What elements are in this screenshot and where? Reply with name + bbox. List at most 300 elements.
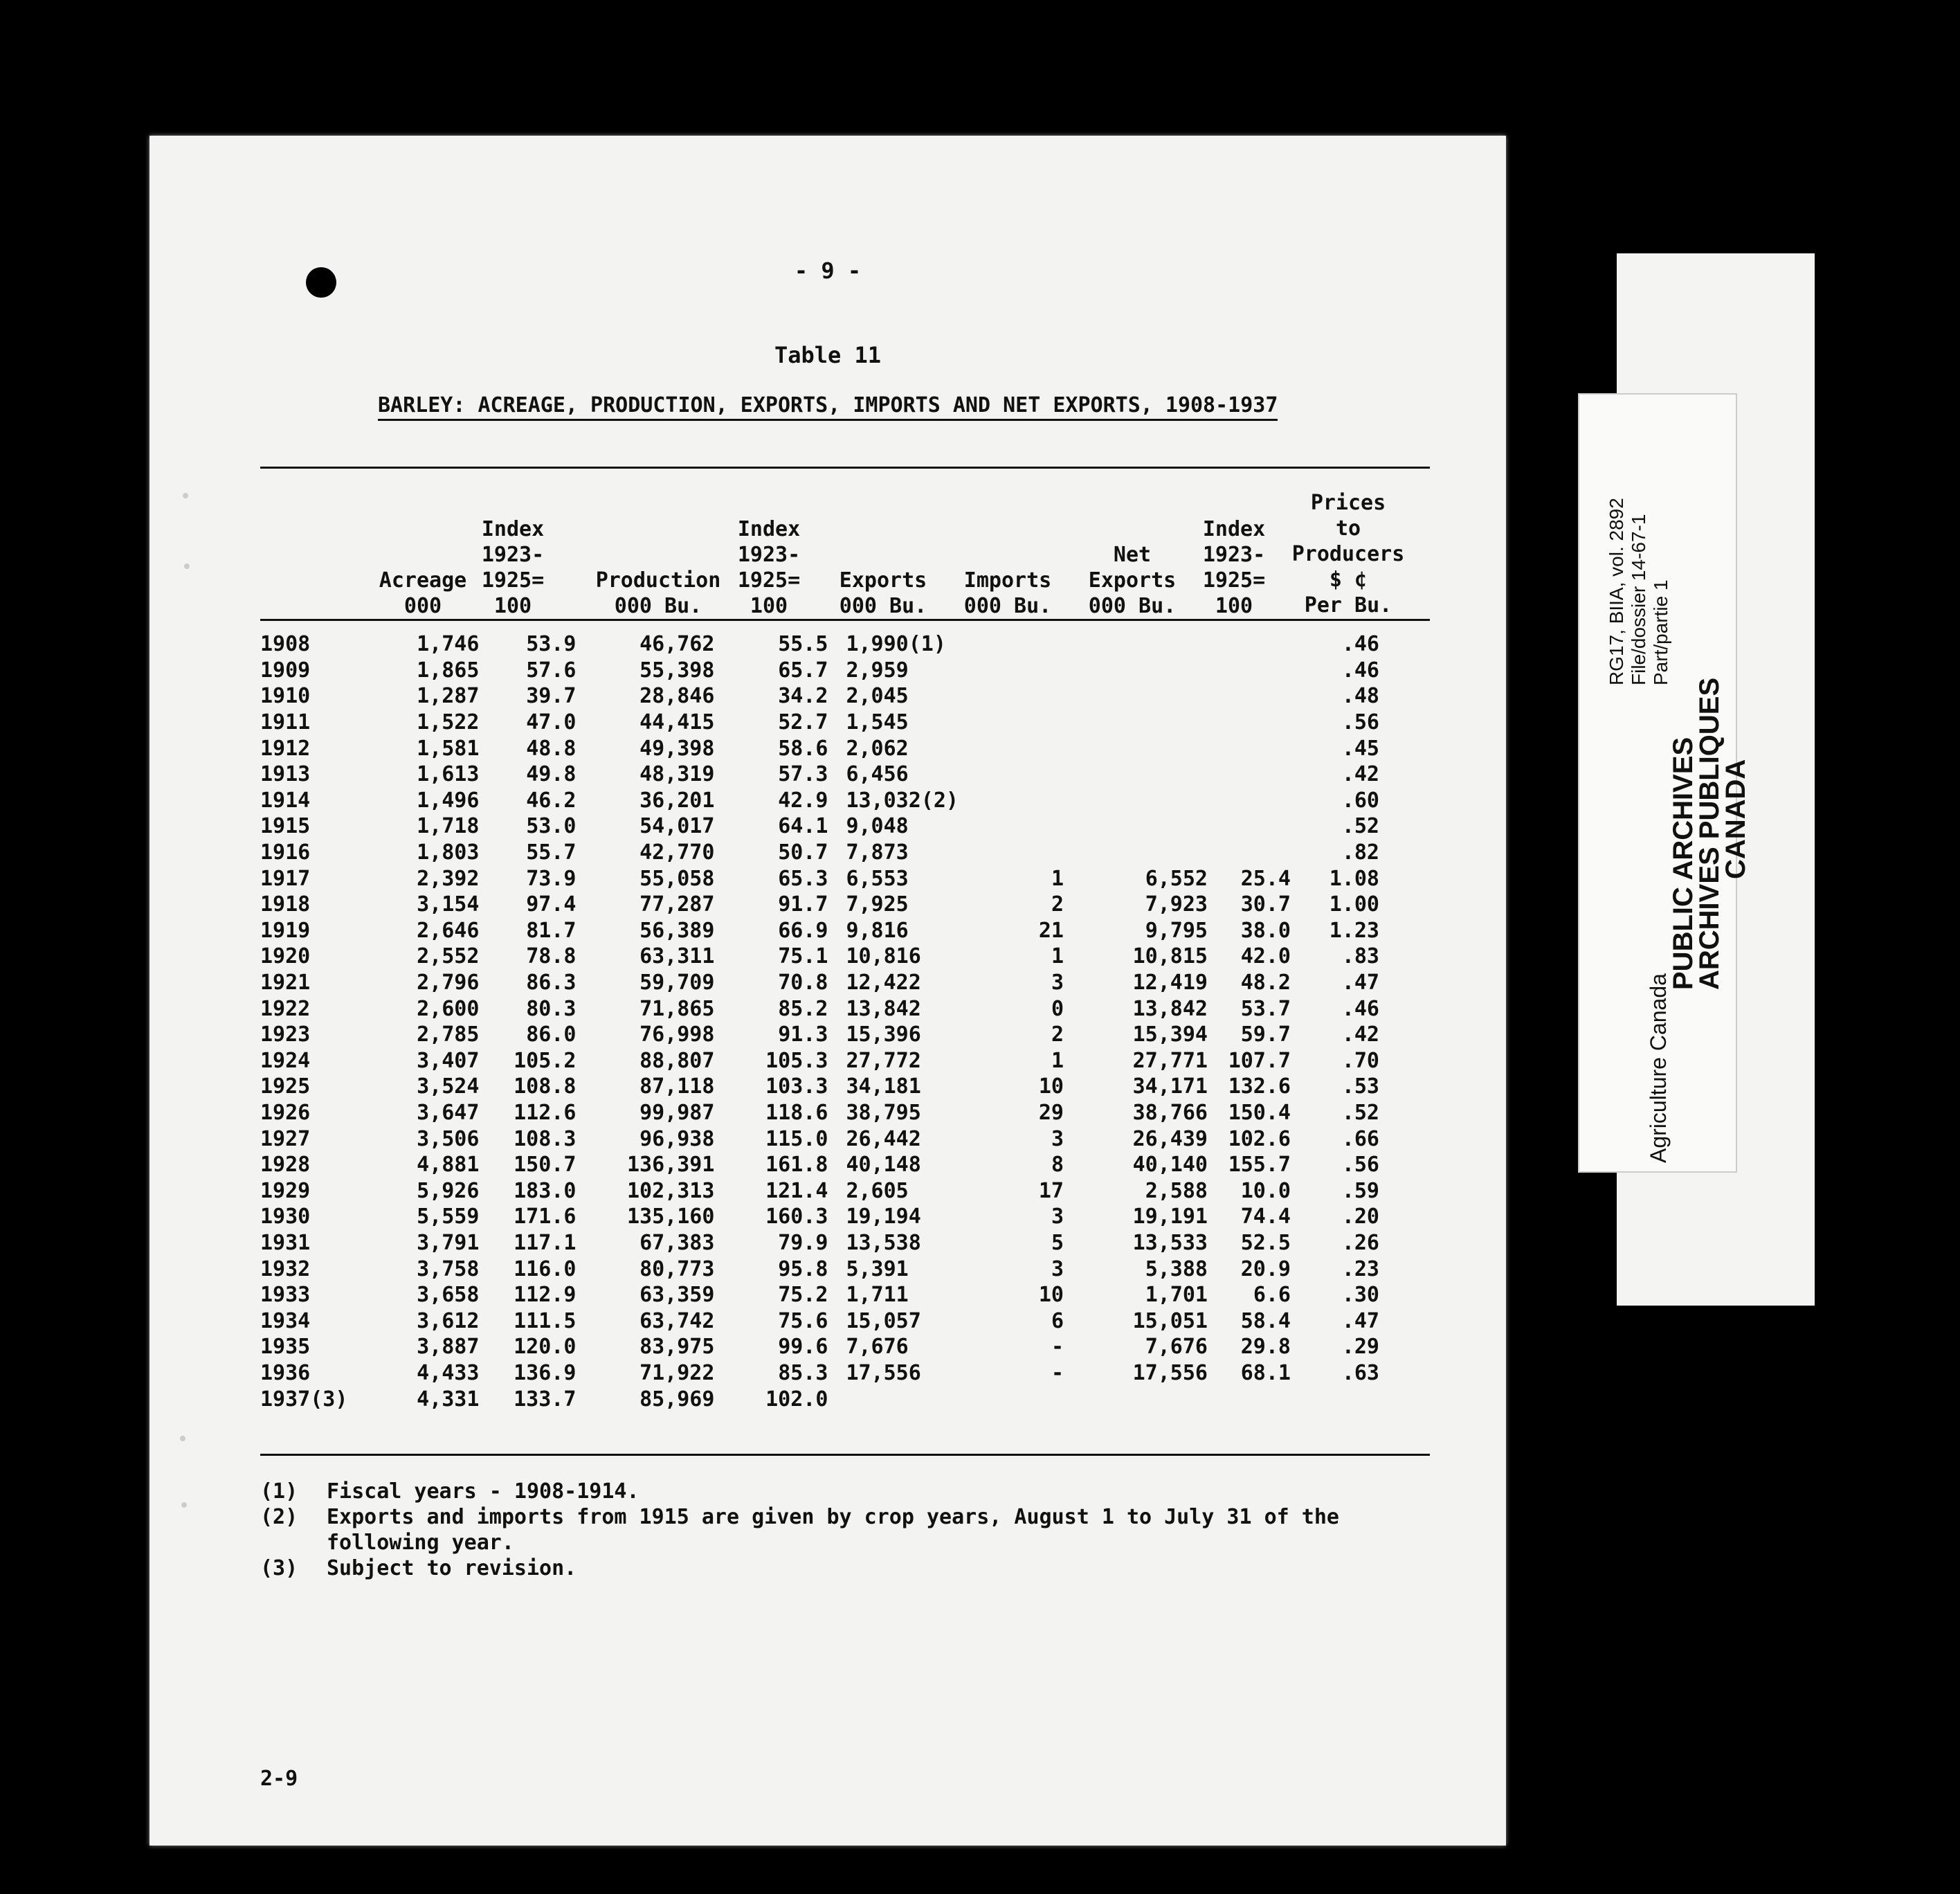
table-row	[260, 1230, 1379, 1256]
archive-reference-2: File/dossier 14-67-1	[1628, 514, 1649, 685]
table-cell: 79.9	[778, 1230, 828, 1255]
table-cell: 1923	[260, 1022, 311, 1047]
table-cell: .59	[1341, 1178, 1379, 1203]
scan-speck	[184, 563, 190, 569]
table-cell: 13,538	[846, 1230, 921, 1255]
table-cell: 2,796	[417, 971, 480, 995]
table-cell: 3	[1051, 971, 1064, 995]
table-cell: 136,391	[627, 1153, 715, 1178]
table-cell: 55.5	[778, 632, 828, 657]
table-cell: 1917	[260, 866, 311, 891]
table-cell: 1924	[260, 1048, 311, 1073]
table-cell: 47.0	[526, 710, 577, 735]
table-cell: 99,987	[639, 1100, 715, 1125]
table-cell: 120.0	[514, 1335, 577, 1360]
table-cell: 161.8	[765, 1153, 828, 1178]
table-cell: 183.0	[514, 1178, 577, 1203]
table-cell: 103.3	[765, 1074, 828, 1099]
table-row	[260, 1126, 1379, 1152]
table-cell: 6,552	[1145, 866, 1208, 891]
table-cell: 1927	[260, 1126, 311, 1151]
table-cell: .42	[1341, 762, 1379, 787]
table-cell: 7,923	[1145, 892, 1208, 917]
table-cell	[1208, 813, 1291, 840]
table-cell: 102,313	[627, 1178, 715, 1203]
table-cell: 59.7	[1240, 1022, 1291, 1047]
table-cell: 36,201	[639, 788, 715, 813]
table-cell: .82	[1341, 840, 1379, 865]
table-cell: 6,553	[846, 866, 909, 891]
table-cell: 13,842	[1132, 996, 1208, 1021]
table-cell	[959, 813, 1064, 840]
table-cell: 1911	[260, 710, 311, 735]
header-rule	[260, 619, 1430, 621]
table-cell: 2,062	[846, 736, 909, 761]
archive-label	[1578, 393, 1751, 1173]
table-cell	[1064, 683, 1208, 710]
table-cell: 83,975	[639, 1335, 715, 1360]
table-row	[260, 813, 1379, 840]
table-row	[260, 970, 1379, 996]
table-cell: .47	[1341, 1308, 1379, 1333]
table-cell: 71,922	[639, 1360, 715, 1385]
barley-table	[260, 631, 1379, 1412]
table-cell: 13,533	[1132, 1230, 1208, 1255]
table-cell: 42.9	[778, 788, 828, 813]
table-cell: 1926	[260, 1100, 311, 1125]
table-cell	[959, 710, 1064, 736]
table-row	[260, 1074, 1379, 1100]
table-cell: .53	[1341, 1074, 1379, 1099]
table-cell: 42,770	[639, 840, 715, 865]
archive-reference-3: Part/partie 1	[1650, 579, 1671, 685]
table-cell: 77,287	[639, 892, 715, 917]
table-cell: 116.0	[514, 1256, 577, 1281]
table-cell: 48.8	[526, 736, 577, 761]
table-cell: 48.2	[1240, 971, 1291, 995]
table-cell: 5,926	[417, 1178, 480, 1203]
table-cell: 86.3	[526, 971, 577, 995]
table-cell: 171.6	[514, 1205, 577, 1229]
table-cell: .30	[1341, 1283, 1379, 1308]
table-cell: 105.3	[765, 1048, 828, 1073]
table-cell: 1.08	[1329, 866, 1379, 891]
table-cell: 1915	[260, 814, 311, 839]
table-cell: .63	[1341, 1360, 1379, 1385]
table-cell	[959, 840, 1064, 866]
footnote-key: (2)	[260, 1505, 298, 1529]
table-cell	[1208, 735, 1291, 761]
table-cell: 21	[1038, 918, 1064, 943]
table-cell: 29.8	[1240, 1335, 1291, 1360]
table-cell: 1,701	[1145, 1283, 1208, 1308]
table-cell: 2,959	[846, 658, 909, 683]
table-cell: 57.3	[778, 762, 828, 787]
top-rule	[260, 467, 1430, 469]
archive-stamp-1: PUBLIC ARCHIVES	[1668, 737, 1698, 990]
table-cell: 68.1	[1240, 1360, 1291, 1385]
table-cell: 3,506	[417, 1126, 480, 1151]
table-cell: 1,803	[417, 840, 480, 865]
table-cell	[959, 761, 1064, 788]
header-index-production: Index 1923- 1925= 100	[737, 517, 801, 618]
table-cell: 1925	[260, 1074, 311, 1099]
table-cell: 26,439	[1132, 1126, 1208, 1151]
table-cell: 2,045	[846, 684, 909, 709]
table-row	[260, 761, 1379, 788]
table-cell: 5,388	[1145, 1256, 1208, 1281]
header-index-net-exports: Index 1923- 1925= 100	[1202, 517, 1266, 618]
table-cell: 1914	[260, 788, 311, 813]
table-cell: 117.1	[514, 1230, 577, 1255]
table-cell: 1,496	[417, 788, 480, 813]
table-cell: 1919	[260, 918, 311, 943]
table-cell: 1922	[260, 996, 311, 1021]
table-row	[260, 631, 1379, 658]
table-cell: 15,396	[846, 1022, 921, 1047]
table-cell: 4,433	[417, 1360, 480, 1385]
table-cell: 19,191	[1132, 1205, 1208, 1229]
table-cell: 1920	[260, 944, 311, 969]
table-cell: 9,048	[846, 814, 909, 839]
table-cell: 80.3	[526, 996, 577, 1021]
table-cell	[1208, 683, 1291, 710]
table-row	[260, 1282, 1379, 1308]
table-cell: 26,442	[846, 1126, 921, 1151]
table-cell: 30.7	[1240, 892, 1291, 917]
table-cell: 3,658	[417, 1283, 480, 1308]
table-cell: .45	[1341, 736, 1379, 761]
table-cell: 85,969	[639, 1387, 715, 1412]
table-cell: 2,392	[417, 866, 480, 891]
table-cell: 12,419	[1132, 971, 1208, 995]
table-cell: 54,017	[639, 814, 715, 839]
table-cell: 58.6	[778, 736, 828, 761]
table-cell: 4,881	[417, 1153, 480, 1178]
archive-stamp-2: ARCHIVES PUBLIQUES	[1694, 677, 1725, 990]
table-cell: 99.6	[778, 1335, 828, 1360]
table-cell: 65.3	[778, 866, 828, 891]
table-cell	[1208, 1386, 1291, 1412]
table-cell: 44,415	[639, 710, 715, 735]
table-cell: 13,032(2)	[846, 788, 959, 813]
table-cell: 2	[1051, 892, 1064, 917]
table-cell: 63,359	[639, 1283, 715, 1308]
table-cell: 2,646	[417, 918, 480, 943]
table-cell	[1208, 761, 1291, 788]
table-cell: 121.4	[765, 1178, 828, 1203]
table-cell: 3,647	[417, 1100, 480, 1125]
table-label: Table 11	[774, 342, 882, 368]
table-cell: 155.7	[1228, 1153, 1291, 1178]
table-cell: 2,785	[417, 1022, 480, 1047]
table-cell: 85.2	[778, 996, 828, 1021]
table-cell: 135,160	[627, 1205, 715, 1229]
table-cell: 86.0	[526, 1022, 577, 1047]
table-cell: .46	[1341, 658, 1379, 683]
footnote-key: (1)	[260, 1479, 298, 1504]
table-cell: 2	[1051, 1022, 1064, 1047]
table-cell: 65.7	[778, 658, 828, 683]
table-cell: 10	[1038, 1283, 1064, 1308]
table-heading: BARLEY: ACREAGE, PRODUCTION, EXPORTS, IMPORTS AND NET EXPORTS, 1908-1937	[378, 393, 1278, 421]
table-cell	[1064, 1386, 1208, 1412]
table-cell: 1913	[260, 762, 311, 787]
table-cell: 48,319	[639, 762, 715, 787]
table-row	[260, 1178, 1379, 1204]
table-cell: .66	[1341, 1126, 1379, 1151]
scan-speck	[181, 1502, 187, 1508]
table-cell: 3,154	[417, 892, 480, 917]
table-cell: 25.4	[1240, 866, 1291, 891]
table-cell: 97.4	[526, 892, 577, 917]
table-cell: 108.8	[514, 1074, 577, 1099]
table-cell: 1908	[260, 632, 311, 657]
header-prices: Prices to Producers $ ¢ Per Bu.	[1291, 491, 1405, 617]
table-cell: 20.9	[1240, 1256, 1291, 1281]
table-cell: 75.6	[778, 1308, 828, 1333]
table-cell	[1208, 840, 1291, 866]
table-cell: .48	[1341, 684, 1379, 709]
table-cell: 6.6	[1253, 1283, 1291, 1308]
table-row	[260, 710, 1379, 736]
footnote-text: Exports and imports from 1915 are given by crop years, August 1 to July 31 of the following year.	[327, 1505, 1339, 1555]
table-row	[260, 1152, 1379, 1178]
table-cell: 75.2	[778, 1283, 828, 1308]
table-cell: 15,394	[1132, 1022, 1208, 1047]
table-cell	[1064, 840, 1208, 866]
header-net-exports: Net Exports 000 Bu.	[1088, 543, 1177, 618]
table-cell: 1930	[260, 1205, 311, 1229]
table-row	[260, 995, 1379, 1022]
table-row	[260, 1360, 1379, 1387]
table-cell: 52.7	[778, 710, 828, 735]
table-cell: 7,873	[846, 840, 909, 865]
table-cell: 46,762	[639, 632, 715, 657]
table-cell: 76,998	[639, 1022, 715, 1047]
table-cell: .29	[1341, 1335, 1379, 1360]
footnote-text: Fiscal years - 1908-1914.	[327, 1479, 639, 1504]
table-cell: 3,407	[417, 1048, 480, 1073]
table-cell: 1	[1051, 866, 1064, 891]
table-cell: 12,422	[846, 971, 921, 995]
table-cell: 1916	[260, 840, 311, 865]
table-cell: 3,887	[417, 1335, 480, 1360]
table-cell	[1208, 658, 1291, 684]
table-cell: 64.1	[778, 814, 828, 839]
table-cell	[1064, 658, 1208, 684]
table-cell: .42	[1341, 1022, 1379, 1047]
table-cell: 40,140	[1132, 1153, 1208, 1178]
table-cell	[1208, 631, 1291, 658]
table-cell	[1291, 1386, 1379, 1412]
table-row	[260, 1386, 1379, 1412]
table-cell: 71,865	[639, 996, 715, 1021]
table-cell: .56	[1341, 1153, 1379, 1178]
table-cell: 75.1	[778, 944, 828, 969]
table-cell: 1,287	[417, 684, 480, 709]
table-row	[260, 865, 1379, 892]
table-cell: 67,383	[639, 1230, 715, 1255]
table-cell: 2,600	[417, 996, 480, 1021]
table-cell: 53.9	[526, 632, 577, 657]
table-cell: 15,051	[1132, 1308, 1208, 1333]
table-cell: 1931	[260, 1230, 311, 1255]
table-cell: 95.8	[778, 1256, 828, 1281]
table-cell: 1,581	[417, 736, 480, 761]
table-cell: 108.3	[514, 1126, 577, 1151]
table-cell: 5,391	[846, 1256, 909, 1281]
table-cell: 7,925	[846, 892, 909, 917]
table-row	[260, 840, 1379, 866]
table-cell: 27,772	[846, 1048, 921, 1073]
table-cell	[1064, 631, 1208, 658]
table-cell: 8	[1051, 1153, 1064, 1178]
table-cell	[1064, 813, 1208, 840]
table-cell	[1064, 788, 1208, 814]
table-cell: 88,807	[639, 1048, 715, 1073]
table-cell: 38,766	[1132, 1100, 1208, 1125]
table-cell: 46.2	[526, 788, 577, 813]
table-cell: -	[1051, 1360, 1064, 1385]
table-cell: 1,613	[417, 762, 480, 787]
table-cell: 10,816	[846, 944, 921, 969]
footnote-3	[260, 1555, 1434, 1581]
table-row	[260, 944, 1379, 970]
table-cell	[959, 658, 1064, 684]
table-cell: .23	[1341, 1256, 1379, 1281]
table-cell: 3,612	[417, 1308, 480, 1333]
table-cell: 1937(3)	[260, 1387, 348, 1412]
table-cell	[1208, 788, 1291, 814]
table-cell: 9,816	[846, 918, 909, 943]
table-cell	[959, 735, 1064, 761]
table-cell: 10.0	[1240, 1178, 1291, 1203]
table-row	[260, 1308, 1379, 1334]
page-number: - 9 -	[794, 258, 862, 284]
table-cell: 1,522	[417, 710, 480, 735]
table-cell: 1.00	[1329, 892, 1379, 917]
table-row	[260, 892, 1379, 918]
table-cell: 1909	[260, 658, 311, 683]
table-cell: 42.0	[1240, 944, 1291, 969]
table-row	[260, 1100, 1379, 1126]
table-cell: 1	[1051, 1048, 1064, 1073]
table-cell	[1064, 761, 1208, 788]
table-cell: .56	[1341, 710, 1379, 735]
table-cell: 3,524	[417, 1074, 480, 1099]
table-cell: 50.7	[778, 840, 828, 865]
scan-speck	[183, 493, 188, 498]
table-cell: .70	[1341, 1048, 1379, 1073]
table-cell: 1	[1051, 944, 1064, 969]
header-imports: Imports 000 Bu.	[963, 568, 1052, 618]
header-production: Production 000 Bu.	[595, 568, 721, 618]
table-cell: 3	[1051, 1126, 1064, 1151]
table-cell: 59,709	[639, 971, 715, 995]
table-cell: 17,556	[1132, 1360, 1208, 1385]
table-cell: 1936	[260, 1360, 311, 1385]
table-cell: 1.23	[1329, 918, 1379, 943]
table-cell: 102.6	[1228, 1126, 1291, 1151]
table-cell	[1064, 710, 1208, 736]
table-cell: 34.2	[778, 684, 828, 709]
table-cell: 1,865	[417, 658, 480, 683]
table-cell: 6,456	[846, 762, 909, 787]
table-cell: 7,676	[1145, 1335, 1208, 1360]
scan-speck	[180, 1436, 185, 1441]
table-cell	[1208, 710, 1291, 736]
table-row	[260, 788, 1379, 814]
table-cell: .60	[1341, 788, 1379, 813]
table-cell: 1910	[260, 684, 311, 709]
table-cell: 160.3	[765, 1205, 828, 1229]
table-cell: .46	[1341, 632, 1379, 657]
table-cell: 53.0	[526, 814, 577, 839]
table-cell: 81.7	[526, 918, 577, 943]
table-cell	[1064, 735, 1208, 761]
table-cell: .26	[1341, 1230, 1379, 1255]
table-cell: 115.0	[765, 1126, 828, 1151]
table-cell: 66.9	[778, 918, 828, 943]
table-cell: 112.6	[514, 1100, 577, 1125]
table-cell	[828, 1386, 959, 1412]
table-cell: .20	[1341, 1205, 1379, 1229]
document-page	[149, 136, 1506, 1846]
table-row	[260, 658, 1379, 684]
table-cell	[959, 1386, 1064, 1412]
table-cell: 5,559	[417, 1205, 480, 1229]
table-cell: 133.7	[514, 1387, 577, 1412]
table-cell	[959, 788, 1064, 814]
table-cell: 2,605	[846, 1178, 909, 1203]
table-cell: 80,773	[639, 1256, 715, 1281]
table-row	[260, 683, 1379, 710]
table-cell: 1,545	[846, 710, 909, 735]
table-cell: 118.6	[765, 1100, 828, 1125]
table-cell: 3	[1051, 1256, 1064, 1281]
table-row	[260, 1334, 1379, 1360]
table-cell: 74.4	[1240, 1205, 1291, 1229]
table-cell: 85.3	[778, 1360, 828, 1385]
table-cell: 13,842	[846, 996, 921, 1021]
footnote-text: Subject to revision.	[327, 1556, 577, 1580]
table-row	[260, 1048, 1379, 1074]
table-cell: 63,311	[639, 944, 715, 969]
table-cell: 1,990(1)	[846, 632, 946, 657]
table-cell: .52	[1341, 814, 1379, 839]
table-cell: 1,746	[417, 632, 480, 657]
table-cell: .47	[1341, 971, 1379, 995]
table-cell: 91.3	[778, 1022, 828, 1047]
table-cell: 4,331	[417, 1387, 480, 1412]
table-cell: 55,058	[639, 866, 715, 891]
header-index-acreage: Index 1923- 1925= 100	[481, 517, 545, 618]
table-cell: -	[1051, 1335, 1064, 1360]
table-row	[260, 1204, 1379, 1230]
footnote-1	[260, 1479, 1434, 1504]
table-cell: 1929	[260, 1178, 311, 1203]
table-cell: 55.7	[526, 840, 577, 865]
table-cell: 49.8	[526, 762, 577, 787]
table-cell: 28,846	[639, 684, 715, 709]
table-cell: .46	[1341, 996, 1379, 1021]
table-cell: 52.5	[1240, 1230, 1291, 1255]
table-cell: 96,938	[639, 1126, 715, 1151]
table-cell: 1933	[260, 1283, 311, 1308]
bottom-rule	[260, 1454, 1430, 1456]
table-cell: 2,552	[417, 944, 480, 969]
